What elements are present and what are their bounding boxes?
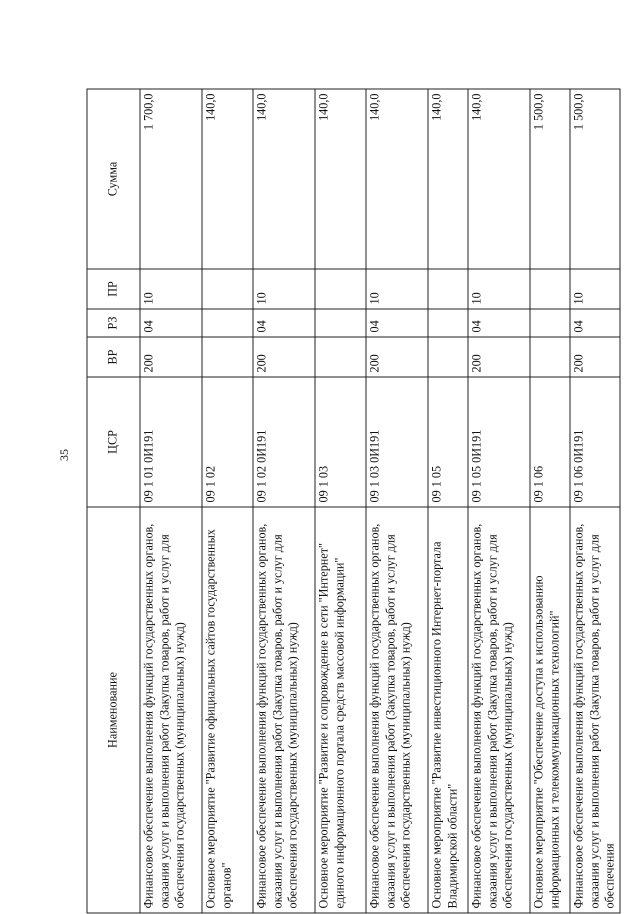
header-name: Наименование xyxy=(87,507,140,913)
cell-sum: 1 500,0 xyxy=(570,89,620,269)
cell-csr: 09 1 03 0И191 xyxy=(366,377,428,507)
cell-name: Основное мероприятие "Развитие и сопровождение в сети "Интернет" единого информационного портала средств массовой информации" xyxy=(315,507,366,913)
cell-pr xyxy=(428,269,468,309)
cell-csr: 09 1 06 0И191 xyxy=(570,377,620,507)
cell-sum: 140,0 xyxy=(366,89,428,269)
cell-name: Финансовое обеспечение выполнения функций государственных органов, оказания услуг и выполнения работ (Закупка товаров, работ и услуг для обеспечения государственных (муниципальных) нужд) xyxy=(468,507,530,913)
rotated-table-area xyxy=(105,68,617,909)
table-row xyxy=(428,89,468,913)
cell-pr: 10 xyxy=(366,269,428,309)
table-row xyxy=(530,89,570,913)
cell-sum: 140,0 xyxy=(428,89,468,269)
cell-csr: 09 1 01 0И191 xyxy=(140,377,202,507)
budget-table xyxy=(87,89,621,914)
cell-pr: 10 xyxy=(570,269,620,309)
table-row xyxy=(468,89,530,913)
header-vr: ВР xyxy=(87,337,140,377)
cell-csr: 09 1 02 0И191 xyxy=(253,377,315,507)
table-row xyxy=(315,89,366,913)
cell-pr xyxy=(315,269,366,309)
header-sum: Сумма xyxy=(87,89,140,269)
table-row xyxy=(140,89,202,913)
cell-sum: 140,0 xyxy=(202,89,253,269)
cell-pr: 10 xyxy=(253,269,315,309)
cell-rz: 04 xyxy=(140,309,202,337)
cell-vr xyxy=(202,337,253,377)
cell-name: Финансовое обеспечение выполнения функций государственных органов, оказания услуг и выполнения работ (Закупка товаров, работ и услуг для обеспечения государственных (муниципальных) нужд) xyxy=(140,507,202,913)
cell-vr xyxy=(315,337,366,377)
cell-csr: 09 1 05 xyxy=(428,377,468,507)
cell-rz xyxy=(428,309,468,337)
cell-sum: 140,0 xyxy=(468,89,530,269)
cell-rz: 04 xyxy=(570,309,620,337)
cell-pr: 10 xyxy=(140,269,202,309)
cell-name: Финансовое обеспечение выполнения функций государственных органов, оказания услуг и выполнения работ (Закупка товаров, работ и услуг для обеспечения xyxy=(570,507,620,913)
cell-sum: 140,0 xyxy=(253,89,315,269)
cell-name: Основное мероприятие "Обеспечение доступа к использованию информационных и телекоммуникационных технологий" xyxy=(530,507,570,913)
cell-sum: 140,0 xyxy=(315,89,366,269)
table-row xyxy=(253,89,315,913)
cell-vr xyxy=(428,337,468,377)
cell-csr: 09 1 03 xyxy=(315,377,366,507)
cell-vr xyxy=(530,337,570,377)
header-csr: ЦСР xyxy=(87,377,140,507)
cell-vr: 200 xyxy=(253,337,315,377)
cell-csr: 09 1 05 0И191 xyxy=(468,377,530,507)
cell-vr: 200 xyxy=(468,337,530,377)
cell-csr: 09 1 02 xyxy=(202,377,253,507)
cell-name: Основное мероприятие "Развитие инвестиционного Интернет-портала Владимирской области" xyxy=(428,507,468,913)
table-row xyxy=(570,89,620,913)
cell-pr xyxy=(530,269,570,309)
cell-pr: 10 xyxy=(468,269,530,309)
cell-rz xyxy=(315,309,366,337)
cell-vr: 200 xyxy=(140,337,202,377)
page-number: 35 xyxy=(57,449,71,461)
cell-name: Финансовое обеспечение выполнения функций государственных органов, оказания услуг и выполнения работ (Закупка товаров, работ и услуг для обеспечения государственных (муниципальных) нужд) xyxy=(366,507,428,913)
cell-vr: 200 xyxy=(570,337,620,377)
cell-rz: 04 xyxy=(468,309,530,337)
cell-sum: 1 700,0 xyxy=(140,89,202,269)
cell-vr: 200 xyxy=(366,337,428,377)
cell-csr: 09 1 06 xyxy=(530,377,570,507)
cell-rz: 04 xyxy=(253,309,315,337)
table-row xyxy=(366,89,428,913)
table-row xyxy=(202,89,253,913)
cell-sum: 1 500,0 xyxy=(530,89,570,269)
cell-rz xyxy=(202,309,253,337)
cell-rz xyxy=(530,309,570,337)
cell-name: Финансовое обеспечение выполнения функций государственных органов, оказания услуг и выполнения работ (Закупка товаров, работ и услуг для обеспечения государственных (муниципальных) нужд) xyxy=(253,507,315,913)
header-rz: РЗ xyxy=(87,309,140,337)
cell-rz: 04 xyxy=(366,309,428,337)
cell-pr xyxy=(202,269,253,309)
cell-name: Основное мероприятие "Развитие официальных сайтов государственных органов" xyxy=(202,507,253,913)
header-pr: ПР xyxy=(87,269,140,309)
table-header-row xyxy=(87,89,140,913)
